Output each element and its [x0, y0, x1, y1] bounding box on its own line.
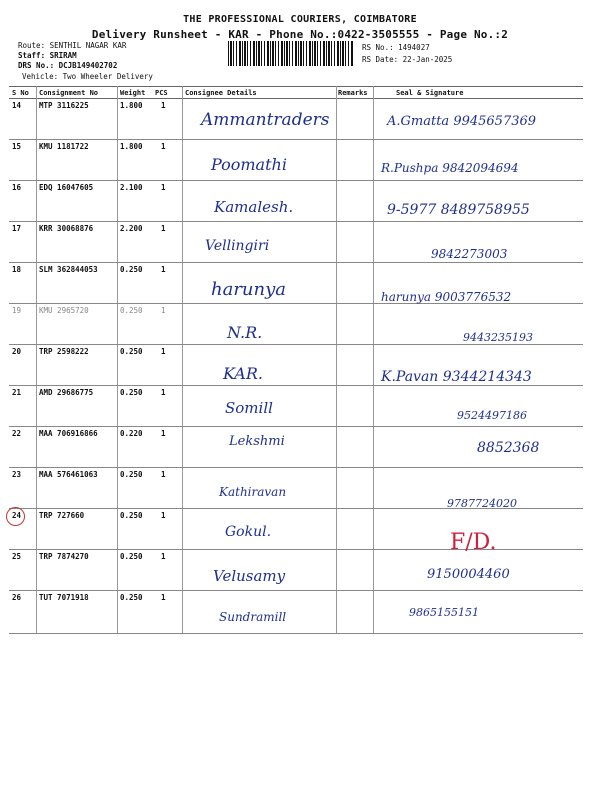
row-signature: A.Gmatta 9945657369 — [387, 114, 537, 129]
row-sno: 17 — [12, 224, 22, 233]
table-row — [9, 344, 583, 386]
vehicle-label: Vehicle: Two Wheeler Delivery — [22, 72, 153, 81]
row-consignee: Kathiravan — [219, 485, 287, 499]
row-weight: 1.800 — [120, 101, 143, 110]
col-header-remarks: Remarks — [338, 89, 368, 97]
row-consignment: TUT 7071918 — [39, 593, 89, 602]
table-row — [9, 467, 583, 509]
col-header-pcs: PCS — [155, 89, 168, 97]
row-signature: 9842273003 — [431, 247, 508, 261]
staff-label: Staff: SRIRAM — [18, 51, 77, 60]
row-consignment: TRP 7874270 — [39, 552, 89, 561]
row-pcs: 1 — [161, 470, 166, 479]
row-weight: 0.250 — [120, 388, 143, 397]
row-consignee: KAR. — [223, 364, 263, 383]
drs-number: DRS No.: DCJB149402702 — [18, 61, 118, 70]
row-pcs: 1 — [161, 593, 166, 602]
row-sno: 19 — [12, 306, 22, 315]
row-consignment: TRP 2598222 — [39, 347, 89, 356]
row-consignment: KMU 2965720 — [39, 306, 89, 315]
row-pcs: 1 — [161, 552, 166, 561]
row-consignment: KMU 1181722 — [39, 142, 89, 151]
row-weight: 1.800 — [120, 142, 143, 151]
row-consignee: Somill — [225, 399, 273, 417]
row-consignment: EDQ 16047605 — [39, 183, 94, 192]
rs-date: RS Date: 22-Jan-2025 — [362, 55, 453, 64]
row-weight: 2.100 — [120, 183, 143, 192]
barcode — [228, 41, 354, 66]
row-consignee: Gokul. — [225, 524, 272, 540]
table-row — [9, 590, 583, 634]
row-weight: 0.250 — [120, 470, 143, 479]
row-pcs: 1 — [161, 388, 166, 397]
row-pcs: 1 — [161, 101, 166, 110]
courier-title: THE PROFESSIONAL COURIERS, COIMBATORE — [183, 14, 417, 25]
row-signature: K.Pavan 9344214343 — [381, 369, 532, 385]
table-row — [9, 303, 583, 345]
row-signature: 9443235193 — [463, 331, 533, 344]
col-header-weight: Weight — [120, 89, 146, 97]
table-row — [9, 508, 583, 550]
row-sno: 24 — [12, 511, 22, 520]
fd-annotation: F/D. — [450, 530, 497, 555]
rs-number: RS No.: 1494027 — [362, 43, 430, 52]
row-sno: 16 — [12, 183, 22, 192]
row-sno: 18 — [12, 265, 22, 274]
col-header-consignee: Consignee Details — [185, 89, 257, 97]
row-sno: 23 — [12, 470, 22, 479]
row-consignee: Ammantraders — [201, 110, 330, 130]
row-weight: 0.250 — [120, 593, 143, 602]
row-pcs: 1 — [161, 511, 166, 520]
row-signature: 9787724020 — [447, 497, 517, 510]
col-header-sno: S No — [12, 89, 29, 97]
table-row — [9, 139, 583, 181]
row-pcs: 1 — [161, 183, 166, 192]
row-pcs: 1 — [161, 224, 166, 233]
row-signature: 9865155151 — [409, 606, 479, 619]
table-row — [9, 385, 583, 427]
row-consignee: Sundramill — [219, 610, 287, 624]
row-pcs: 1 — [161, 265, 166, 274]
row-sno: 14 — [12, 101, 22, 110]
col-header-consignment: Consignment No — [39, 89, 99, 97]
table-row — [9, 180, 583, 222]
row-sno: 20 — [12, 347, 22, 356]
table-row — [9, 98, 583, 140]
row-consignee: Lekshmi — [229, 434, 285, 449]
row-signature: R.Pushpa 9842094694 — [381, 161, 519, 175]
row-sno: 15 — [12, 142, 22, 151]
header-top-rule — [9, 86, 583, 87]
row-consignment: KRR 30068876 — [39, 224, 94, 233]
row-weight: 2.200 — [120, 224, 143, 233]
row-weight: 0.250 — [120, 306, 143, 315]
col-header-signature: Seal & Signature — [396, 89, 464, 97]
row-consignee: Kamalesh. — [214, 198, 294, 216]
row-weight: 0.220 — [120, 429, 143, 438]
row-signature: harunya 9003776532 — [381, 290, 512, 304]
row-consignment: MAA 576461063 — [39, 470, 98, 479]
row-consignee: N.R. — [227, 323, 263, 342]
row-consignee: Velusamy — [213, 567, 286, 585]
row-weight: 0.250 — [120, 511, 143, 520]
row-signature: 8852368 — [477, 440, 540, 456]
row-pcs: 1 — [161, 142, 166, 151]
row-weight: 0.250 — [120, 347, 143, 356]
table-row — [9, 262, 583, 304]
row-consignee: Vellingiri — [205, 238, 270, 254]
row-consignment: TRP 727660 — [39, 511, 85, 520]
row-signature: 9524497186 — [457, 409, 527, 422]
row-signature: 9-5977 8489758955 — [387, 202, 530, 218]
row-weight: 0.250 — [120, 552, 143, 561]
row-consignment: AMD 29686775 — [39, 388, 94, 397]
table-row — [9, 549, 583, 591]
row-consignee: harunya — [211, 279, 287, 300]
row-pcs: 1 — [161, 429, 166, 438]
row-sno: 25 — [12, 552, 22, 561]
table-row — [9, 221, 583, 263]
row-consignment: MTP 3116225 — [39, 101, 89, 110]
row-signature: 9150004460 — [427, 567, 510, 582]
row-sno: 26 — [12, 593, 22, 602]
row-sno: 21 — [12, 388, 22, 397]
row-pcs: 1 — [161, 306, 166, 315]
row-consignee: Poomathi — [211, 155, 287, 174]
row-sno: 22 — [12, 429, 22, 438]
row-pcs: 1 — [161, 347, 166, 356]
route-label: Route: SENTHIL NAGAR KAR — [18, 41, 127, 50]
row-weight: 0.250 — [120, 265, 143, 274]
table-row — [9, 426, 583, 468]
runsheet-subtitle: Delivery Runsheet - KAR - Phone No.:0422-3505555 - Page No.:2 — [91, 28, 509, 41]
row-consignment: SLM 362844053 — [39, 265, 98, 274]
row-consignment: MAA 706916866 — [39, 429, 98, 438]
